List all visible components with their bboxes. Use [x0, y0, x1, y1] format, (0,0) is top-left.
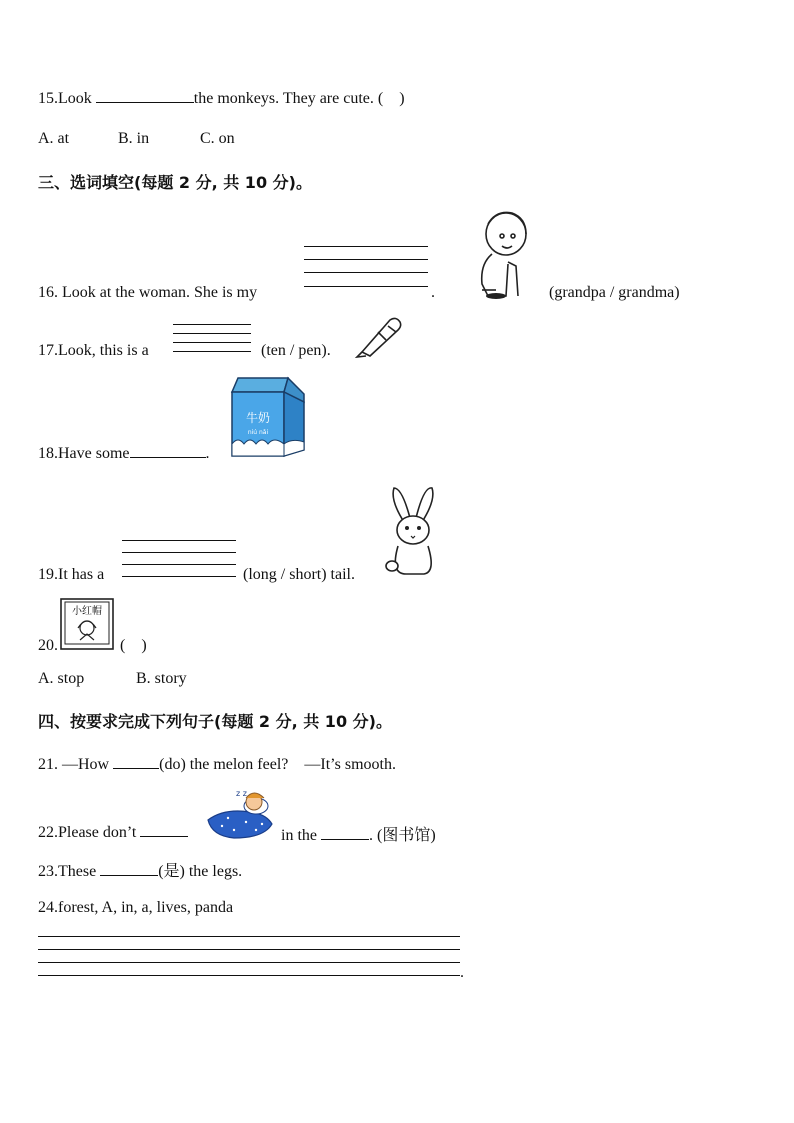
answer-blank[interactable] [321, 825, 369, 840]
answer-blank[interactable] [100, 861, 158, 876]
answer-blank[interactable] [130, 443, 206, 458]
q17-word-choice: (ten / pen). [261, 342, 331, 359]
question-19: 19.It has a [38, 566, 105, 583]
svg-text:z z: z z [236, 789, 247, 798]
question-22: 22.Please don’t [38, 822, 188, 842]
milk-label: 牛奶 [245, 411, 271, 425]
q19-word-choice: (long / short) tail. [243, 566, 355, 583]
rabbit-icon [384, 484, 442, 578]
question-18: 18.Have some . [38, 445, 210, 462]
section-title: 三、选词填空(每题 2 分, 共 10 分)。 [38, 173, 312, 192]
pen-icon [354, 312, 406, 358]
question-17: 17.Look, this is a [38, 342, 149, 359]
answer-paren[interactable]: ( ) [120, 637, 147, 654]
question-21: 21. —How (do) the melon feel? —It’s smooth. [38, 756, 396, 773]
grandma-icon [456, 204, 532, 300]
sleeping-child-icon [204, 786, 276, 842]
q15-option-c: C. on [200, 130, 235, 147]
q15-option-a: A. at [38, 130, 70, 147]
question-22-end: in the . (图书馆) [281, 827, 436, 844]
q20-option-a: A. stop [38, 670, 85, 687]
q15-option-b: B. in [118, 130, 150, 147]
section-title: 四、按要求完成下列句子(每题 2 分, 共 10 分)。 [38, 712, 392, 731]
answer-blank[interactable] [113, 754, 159, 769]
book-title: 小红帽 [72, 606, 102, 617]
question-23: 23.These (是) the legs. [38, 863, 243, 880]
q20-option-b: B. story [136, 670, 187, 687]
answer-blank[interactable] [96, 88, 194, 103]
milk-carton-icon [228, 374, 308, 460]
question-24: 24.forest, A, in, a, lives, panda [38, 899, 234, 916]
question-16: 16. Look at the woman. She is my [38, 284, 258, 301]
q16-word-choice: (grandpa / grandma) [549, 284, 680, 301]
answer-blank[interactable] [140, 822, 188, 837]
question-20-number: 20. [38, 637, 58, 654]
storybook-icon [60, 598, 114, 650]
question-15: 15.Look the monkeys. They are cute. ( ) [38, 90, 405, 107]
milk-pinyin: niú nǎi [247, 429, 269, 436]
